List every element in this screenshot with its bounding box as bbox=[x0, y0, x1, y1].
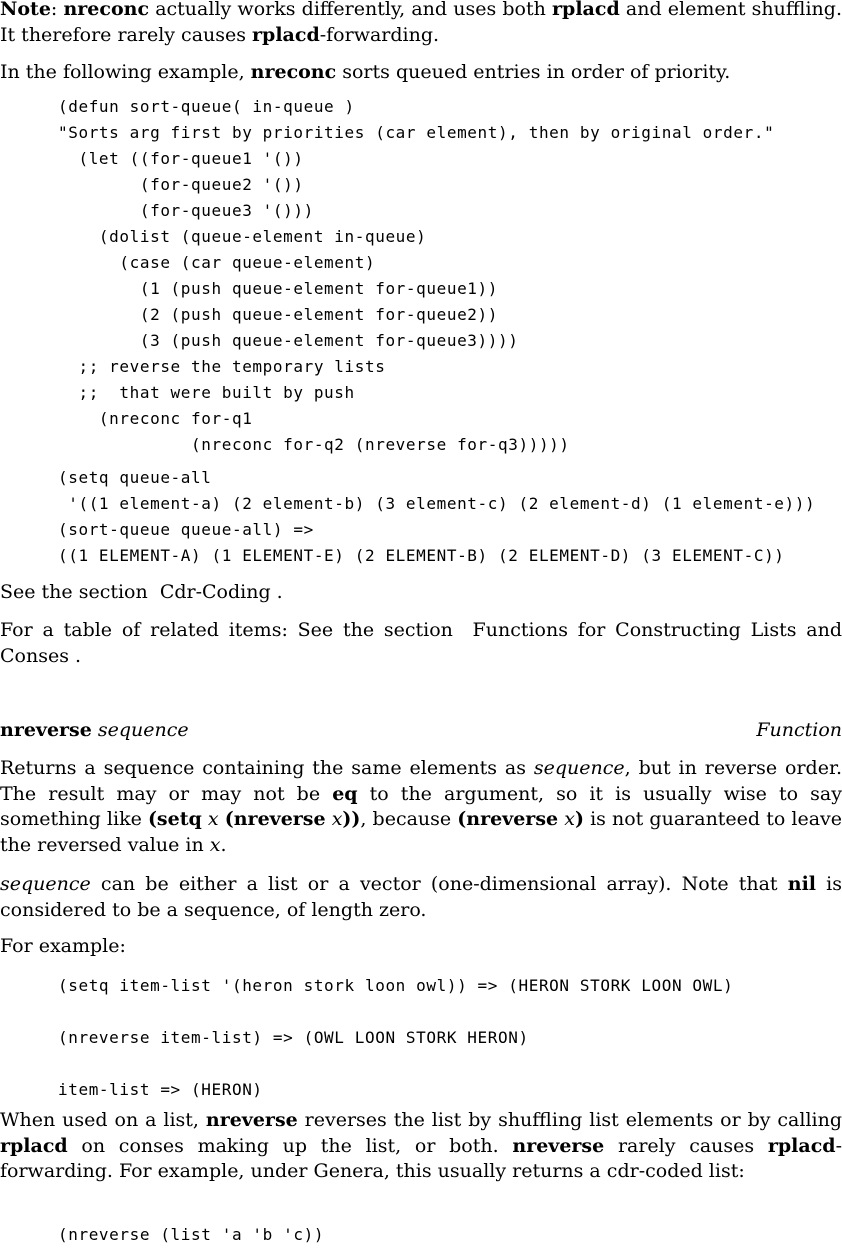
code-line: ;; reverse the temporary lists bbox=[58, 357, 386, 376]
arg-ref: sequence bbox=[533, 757, 625, 779]
entry-name: nreverse bbox=[0, 719, 92, 741]
entry-signature bbox=[0, 717, 189, 743]
function-name: nreverse bbox=[512, 1134, 605, 1157]
function-name: rplacd bbox=[252, 23, 320, 46]
var-ref: x bbox=[209, 833, 221, 856]
see-cdr-coding-paragraph bbox=[0, 580, 842, 606]
code-line: (dolist (queue-element in-queue) bbox=[58, 227, 427, 246]
text: -forwarding. For example, under Genera, this usually returns a cdr-coded list: bbox=[0, 1134, 842, 1182]
code-line: ;; that were built by push bbox=[58, 383, 355, 402]
text: . bbox=[270, 581, 283, 603]
function-name: eq bbox=[332, 782, 358, 805]
note-paragraph bbox=[0, 0, 842, 48]
function-name: nil bbox=[787, 873, 816, 895]
code-inline: (setq bbox=[147, 808, 202, 830]
text: When used on a list, bbox=[0, 1109, 206, 1131]
text: . bbox=[68, 644, 82, 667]
code-line: (let ((for-queue1 '()) bbox=[58, 149, 304, 168]
text: and element shuffling. It therefore rarely causes bbox=[0, 0, 842, 46]
code-line: (sort-queue queue-all) => bbox=[58, 520, 314, 539]
arg-ref: sequence bbox=[0, 873, 91, 895]
code-inline: )) bbox=[342, 808, 361, 830]
function-entry-heading bbox=[0, 717, 842, 743]
text: In the following example, bbox=[0, 61, 251, 83]
code-block-nreverse-list bbox=[58, 1222, 324, 1248]
example-intro-paragraph bbox=[0, 60, 842, 86]
cdr-coding-link[interactable]: Cdr-Coding bbox=[159, 581, 271, 603]
text: Returns a sequence containing the same elements as bbox=[0, 757, 534, 779]
code-line: (1 (push queue-element for-queue1)) bbox=[58, 279, 499, 298]
code-inline: (nreverse bbox=[457, 808, 559, 830]
text: sorts queued entries in order of priority. bbox=[336, 61, 731, 83]
text: actually works differently, and uses both bbox=[149, 0, 553, 20]
code-line: (nreconc for-q2 (nreverse for-q3))))) bbox=[58, 435, 570, 454]
text: rarely causes bbox=[604, 1134, 768, 1157]
text: , but in reverse order. The result may or may not be bbox=[0, 757, 842, 805]
code-line: "Sorts arg first by priorities (car element), then by original order." bbox=[58, 123, 775, 142]
code-block-sort-queue bbox=[58, 94, 774, 458]
code-line bbox=[58, 999, 733, 1025]
code-line: (3 (push queue-element for-queue3)))) bbox=[58, 331, 519, 350]
code-line: (nreconc for-q1 bbox=[58, 409, 253, 428]
entry-arg: sequence bbox=[97, 719, 189, 741]
code-line: '((1 element-a) (2 element-b) (3 element-c) (2 element-d) (1 element-e))) bbox=[58, 494, 816, 513]
see-table-paragraph bbox=[0, 618, 842, 669]
var-ref: x bbox=[207, 808, 219, 830]
function-name: rplacd bbox=[0, 1134, 68, 1157]
text: . bbox=[220, 833, 227, 856]
code-line: (setq queue-all bbox=[58, 468, 212, 487]
text: is considered to be a sequence, of length zero. bbox=[0, 873, 842, 921]
code-line: (defun sort-queue( in-queue ) bbox=[58, 97, 355, 116]
text: to the argument, so it is usually wise to say something like bbox=[0, 782, 842, 830]
description-paragraph bbox=[0, 756, 842, 858]
constructing-lists-link[interactable]: Functions for Constructing Lists and Conses bbox=[0, 619, 842, 667]
code-line: ((1 ELEMENT-A) (1 ELEMENT-E) (2 ELEMENT-B) (2 ELEMENT-D) (3 ELEMENT-C)) bbox=[58, 546, 785, 565]
entry-kind: Function bbox=[756, 719, 842, 741]
code-line: item-list => (HERON) bbox=[58, 1080, 263, 1099]
code-line: (setq item-list '(heron stork loon owl)) => (HERON STORK LOON OWL) bbox=[58, 976, 734, 995]
list-paragraph bbox=[0, 1108, 842, 1185]
code-line: (for-queue2 '()) bbox=[58, 175, 304, 194]
code-line: (2 (push queue-element for-queue2)) bbox=[58, 305, 499, 324]
text: is not guaranteed to leave the reversed value in bbox=[0, 808, 842, 856]
for-example-label: For example: bbox=[0, 935, 126, 957]
function-name: nreverse bbox=[205, 1109, 298, 1131]
var-ref: x bbox=[564, 808, 575, 830]
text: reverses the list by shuffling list elements or by calling bbox=[297, 1109, 842, 1131]
code-inline: (nreverse bbox=[224, 808, 326, 830]
note-label: Note bbox=[0, 0, 51, 20]
code-line bbox=[58, 1051, 733, 1077]
code-line: (case (car queue-element) bbox=[58, 253, 376, 272]
text: For a table of related items: See the section bbox=[0, 619, 463, 641]
code-block-item-list bbox=[58, 973, 733, 1103]
text: -forwarding. bbox=[319, 23, 440, 46]
var-ref: x bbox=[331, 808, 343, 830]
function-name: nreconc bbox=[63, 0, 150, 20]
sequence-paragraph bbox=[0, 872, 842, 923]
text: See the section bbox=[0, 581, 154, 603]
note-colon: : bbox=[50, 0, 64, 20]
text: on conses making up the list, or both. bbox=[67, 1134, 513, 1157]
code-block-setq-queue bbox=[58, 465, 815, 569]
function-name: rplacd bbox=[552, 0, 620, 20]
function-name: nreconc bbox=[250, 61, 337, 83]
text: can be either a list or a vector (one-dimensional array). Note that bbox=[90, 873, 788, 895]
function-name: rplacd bbox=[767, 1134, 836, 1157]
code-line: (nreverse item-list) => (OWL LOON STORK HERON) bbox=[58, 1028, 529, 1047]
code-line: (nreverse (list 'a 'b 'c)) bbox=[58, 1225, 325, 1244]
code-inline: ) bbox=[574, 808, 584, 830]
text: , because bbox=[360, 808, 458, 830]
code-line: (for-queue3 '())) bbox=[58, 201, 314, 220]
